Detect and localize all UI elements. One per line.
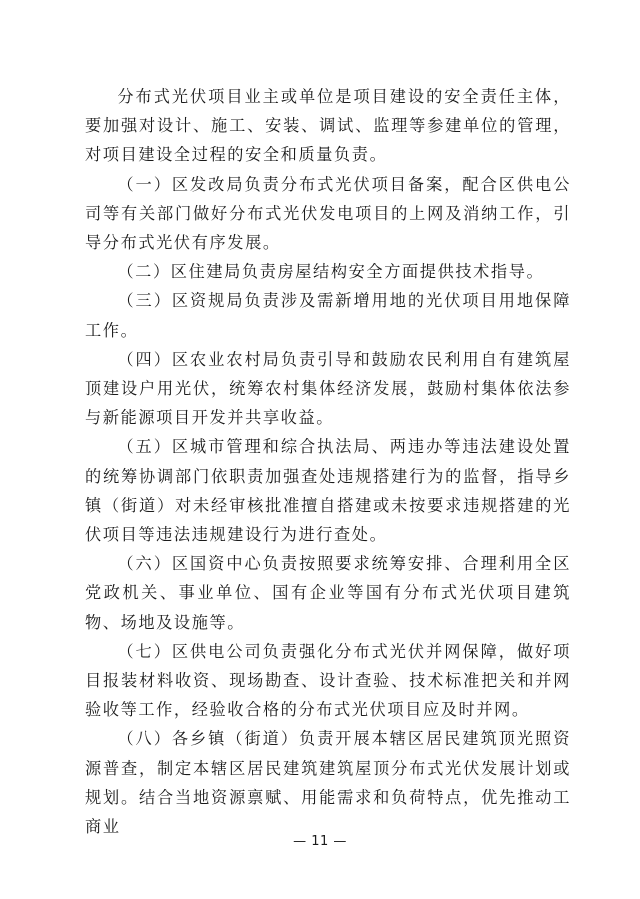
paragraph-item-5: （五）区城市管理和综合执法局、两违办等违法建设处置的统筹协调部门依职责加强查处违规搭建行为的监督，指导乡镇（街道）对未经审核批准擅自搭建或未按要求违规搭建的光伏项目等违法违规建设行为进行查处。: [85, 437, 571, 545]
paragraph-item-1: （一）区发改局负责分布式光伏项目备案，配合区供电公司等有关部门做好分布式光伏发电项目的上网及消纳工作，引导分布式光伏有序发展。: [85, 174, 571, 253]
paragraph-item-4: （四）区农业农村局负责引导和鼓励农民利用自有建筑屋顶建设户用光伏，统筹农村集体经济发展，鼓励村集体依法参与新能源项目开发并共享收益。: [85, 349, 571, 428]
paragraph-intro: 分布式光伏项目业主或单位是项目建设的安全责任主体，要加强对设计、施工、安装、调试、监理等参建单位的管理，对项目建设全过程的安全和质量负责。: [85, 87, 571, 165]
page-number: — 11 —: [293, 834, 347, 849]
paragraph-item-6: （六）区国资中心负责按照要求统筹安排、合理利用全区党政机关、事业单位、国有企业等国有分布式光伏项目建筑物、场地及设施等。: [85, 554, 571, 632]
paragraph-item-3: （三）区资规局负责涉及需新增用地的光伏项目用地保障工作。: [85, 291, 571, 340]
paragraph-item-2: （二）区住建局负责房屋结构安全方面提供技术指导。: [117, 262, 545, 282]
document-body: [85, 82, 571, 841]
paragraph-item-7: （七）区供电公司负责强化分布式光伏并网保障，做好项目报装材料收资、现场勘查、设计查验、技术标准把关和并网验收等工作，经验收合格的分布式光伏项目应及时并网。: [85, 641, 571, 720]
paragraph-item-8: （八）各乡镇（街道）负责开展本辖区居民建筑顶光照资源普查，制定本辖区居民建筑建筑屋顶分布式光伏发展计划或规划。结合当地资源禀赋、用能需求和负荷特点，优先推动工商业: [85, 729, 571, 837]
